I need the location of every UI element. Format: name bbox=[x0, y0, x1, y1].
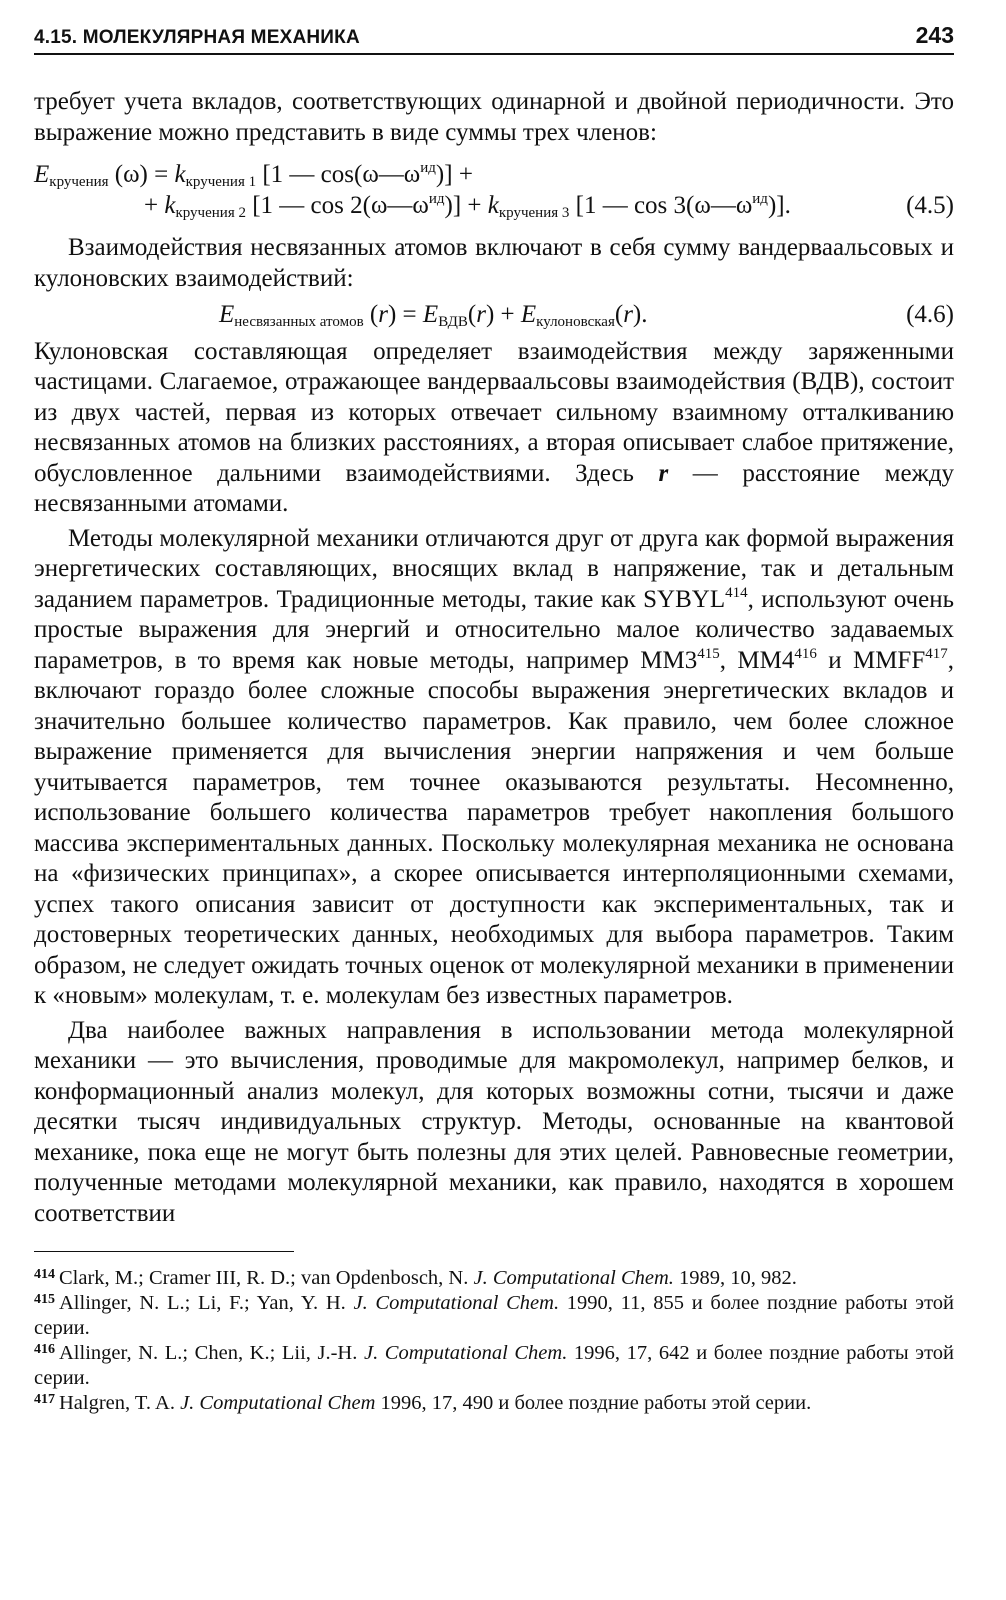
footnote-mark: 416 bbox=[34, 1342, 55, 1357]
footnote-mark: 415 bbox=[34, 1292, 55, 1307]
eq45-term-3-end: )]. bbox=[767, 191, 791, 219]
footnote-415 bbox=[34, 1291, 954, 1341]
eq46-E3: E bbox=[520, 301, 537, 328]
eq46-r3: r bbox=[623, 301, 633, 328]
eq46-open-1: ( bbox=[363, 301, 379, 328]
paragraph-4-part-c: , MM4 bbox=[719, 646, 795, 674]
eq45-E: E bbox=[34, 161, 50, 188]
eq46-r2: r bbox=[476, 301, 486, 328]
footnote-ref-414[interactable]: 414 bbox=[725, 584, 748, 601]
equation-number-4-5: (4.5) bbox=[906, 191, 954, 219]
footnote-ref-416[interactable]: 416 bbox=[794, 645, 817, 662]
eq45-plus: + bbox=[144, 191, 165, 219]
footnote-authors: Clark, M.; Cramer III, R. D.; van Opdenbosch, N. bbox=[59, 1267, 474, 1289]
eq46-end: ). bbox=[632, 301, 648, 328]
footnote-journal: J. Computational Chem. bbox=[363, 1342, 568, 1364]
footnote-details: 1989, 10, 982. bbox=[673, 1267, 797, 1289]
paragraph-3 bbox=[34, 337, 954, 520]
paragraph-1: требует учета вкладов, соответствующих одинарной и двойной периодичности. Это выражение можно представить в виде суммы трех членов: bbox=[34, 88, 954, 146]
footnote-authors: Allinger, N. L.; Chen, K.; Lii, J.-H. bbox=[59, 1342, 364, 1364]
eq46-E2-subscript: ВДВ bbox=[438, 314, 468, 330]
eq46-E1: E bbox=[219, 301, 235, 328]
running-header-title: 4.15. МОЛЕКУЛЯРНАЯ МЕХАНИКА bbox=[34, 27, 360, 48]
paragraph-5: Два наиболее важных направления в использовании метода молекулярной механики — это вычисления, проводимые для макромолекул, например белков, и конформационный анализ молекул, для которых возможны сотни, тысячи и даже десятки тысяч индивидуальных структур. Методы, основанные на квантовой механике, пока еще не могут быть полезны для этих целей. Равновесные геометрии, полученные методами молекулярной механики, как правило, находятся в хорошем соответствии bbox=[34, 1016, 954, 1227]
eq46-E2: E bbox=[422, 301, 439, 328]
paragraph-4-part-a: Методы молекулярной механики отличаются друг от друга как формой выражения энергетических составляющих, вносящих вклад в напряжение, так и детальным заданием параметров. Традиционные методы, такие как SYBYL bbox=[34, 524, 954, 613]
footnote-details: 1996, 17, 490 и более поздние работы этой серии. bbox=[375, 1392, 812, 1414]
paragraph-3-text: Кулоновская составляющая определяет взаимодействия между заряженными частицами. Слагаемое, отражающее вандерваальсовы взаимодействия (ВДВ), состоит из двух частей, первая из которых отвечает сильному взаимному отталкиванию несвязанных атомов на близких расстояниях, а вторая описывает слабое притяжение, обусловленное дальними взаимодействиями. Здесь bbox=[34, 337, 954, 487]
paragraph-3-end: — расстояние между несвязанными атомами. bbox=[34, 459, 955, 517]
equation-4-6: $E_{несвязанных атомов}$ $(r) = E_{ВДВ}(r) + E_{кулоновская}(r)$. (4.6) bbox=[219, 301, 954, 330]
equation-4-5-line-1 bbox=[34, 160, 954, 191]
eq45-id-superscript-1: ид bbox=[420, 160, 436, 176]
paragraph-2: Взаимодействия несвязанных атомов включают в себя сумму вандерваальсовых и кулоновских взаимодействий: bbox=[34, 234, 954, 292]
eq45-k3-subscript: кручения 3 bbox=[498, 204, 570, 221]
footnote-details: 1990, 11, 855 и более поздние работы этой серии. bbox=[34, 1292, 954, 1339]
body-text bbox=[34, 87, 954, 1229]
eq45-E-subscript: кручения bbox=[49, 174, 109, 190]
eq45-k1: k bbox=[174, 161, 186, 188]
eq45-term-1-end: )] + bbox=[435, 161, 473, 188]
footnote-mark: 417 bbox=[34, 1392, 55, 1407]
paragraph-4-part-e: , включают гораздо более сложные способы выражения энергетических вкладов и значительно большее количество параметров. Как правило, чем более сложное выражение применяется для вычисления энергии напряжения и чем больше учитывается параметров, тем точнее оказываются результаты. Несомненно, использование большего количества параметров требует накопления большого массива экспериментальных данных. Поскольку молекулярная механика не основана на «физических принципах», а скорее описывается интерполяционными схемами, успех такого описания зависит от доступности как экспериментальных, так и достоверных теоретических данных, необходимых для выбора параметров. Таким образом, не следует ожидать точных оценок от молекулярной механики в применении к «новым» молекулам, т. е. молекулам без известных параметров. bbox=[34, 646, 954, 1009]
eq45-k3: k bbox=[487, 191, 499, 219]
footnote-mark: 414 bbox=[34, 1267, 55, 1282]
footnote-authors: Allinger, N. L.; Li, F.; Yan, Y. H. bbox=[59, 1292, 354, 1314]
footnotes bbox=[34, 1266, 954, 1416]
paragraph-4-part-d: и MMFF bbox=[816, 646, 926, 674]
eq46-E1-subscript: несвязанных атомов bbox=[234, 314, 364, 330]
eq45-term-2: [1 — cos 2(ω—ω bbox=[245, 191, 429, 219]
eq45-k2: k bbox=[164, 191, 176, 219]
eq45-term-2-end: )] + bbox=[444, 191, 488, 219]
footnote-divider bbox=[34, 1251, 294, 1252]
eq46-equals: ) = bbox=[387, 301, 423, 328]
footnote-ref-417[interactable]: 417 bbox=[925, 645, 948, 662]
eq45-argument: (ω) = bbox=[108, 161, 175, 188]
eq45-k2-subscript: кручения 2 bbox=[175, 204, 246, 221]
page bbox=[34, 22, 954, 1416]
footnote-details: 1996, 17, 642 и более поздние работы этой серии. bbox=[34, 1342, 955, 1389]
eq45-k1-subscript: кручения 1 bbox=[185, 174, 257, 190]
footnote-417 bbox=[34, 1391, 954, 1416]
footnote-journal: J. Computational Chem bbox=[180, 1392, 376, 1414]
eq45-term-3: [1 — cos 3(ω—ω bbox=[569, 191, 753, 219]
equation-number-4-6: (4.6) bbox=[906, 301, 954, 328]
footnote-414 bbox=[34, 1266, 954, 1291]
eq45-id-superscript-3: ид bbox=[752, 190, 768, 207]
eq45-term-1: [1 — cos(ω—ω bbox=[256, 161, 421, 188]
eq45-id-superscript-2: ид bbox=[428, 190, 445, 207]
running-header bbox=[34, 22, 954, 55]
eq46-plus: ) + bbox=[485, 301, 521, 328]
footnote-ref-415[interactable]: 415 bbox=[697, 645, 720, 662]
paragraph-4-part-b: , используют очень простые выражения для энергий и относительно малое количество задаваемых параметров, в то время как новые методы, например MM3 bbox=[34, 585, 954, 674]
eq46-E3-subscript: кулоновская bbox=[536, 314, 615, 330]
page-number: 243 bbox=[915, 22, 954, 48]
paragraph-3-variable-r: r bbox=[658, 459, 669, 487]
eq46-r1: r bbox=[378, 301, 388, 328]
footnote-authors: Halgren, T. A. bbox=[59, 1392, 181, 1414]
footnote-416 bbox=[34, 1341, 954, 1391]
paragraph-4 bbox=[34, 524, 954, 1012]
equation-4-5-line-2 bbox=[34, 191, 954, 222]
footnote-journal: J. Computational Chem. bbox=[473, 1267, 674, 1289]
footnote-journal: J. Computational Chem. bbox=[353, 1292, 560, 1314]
